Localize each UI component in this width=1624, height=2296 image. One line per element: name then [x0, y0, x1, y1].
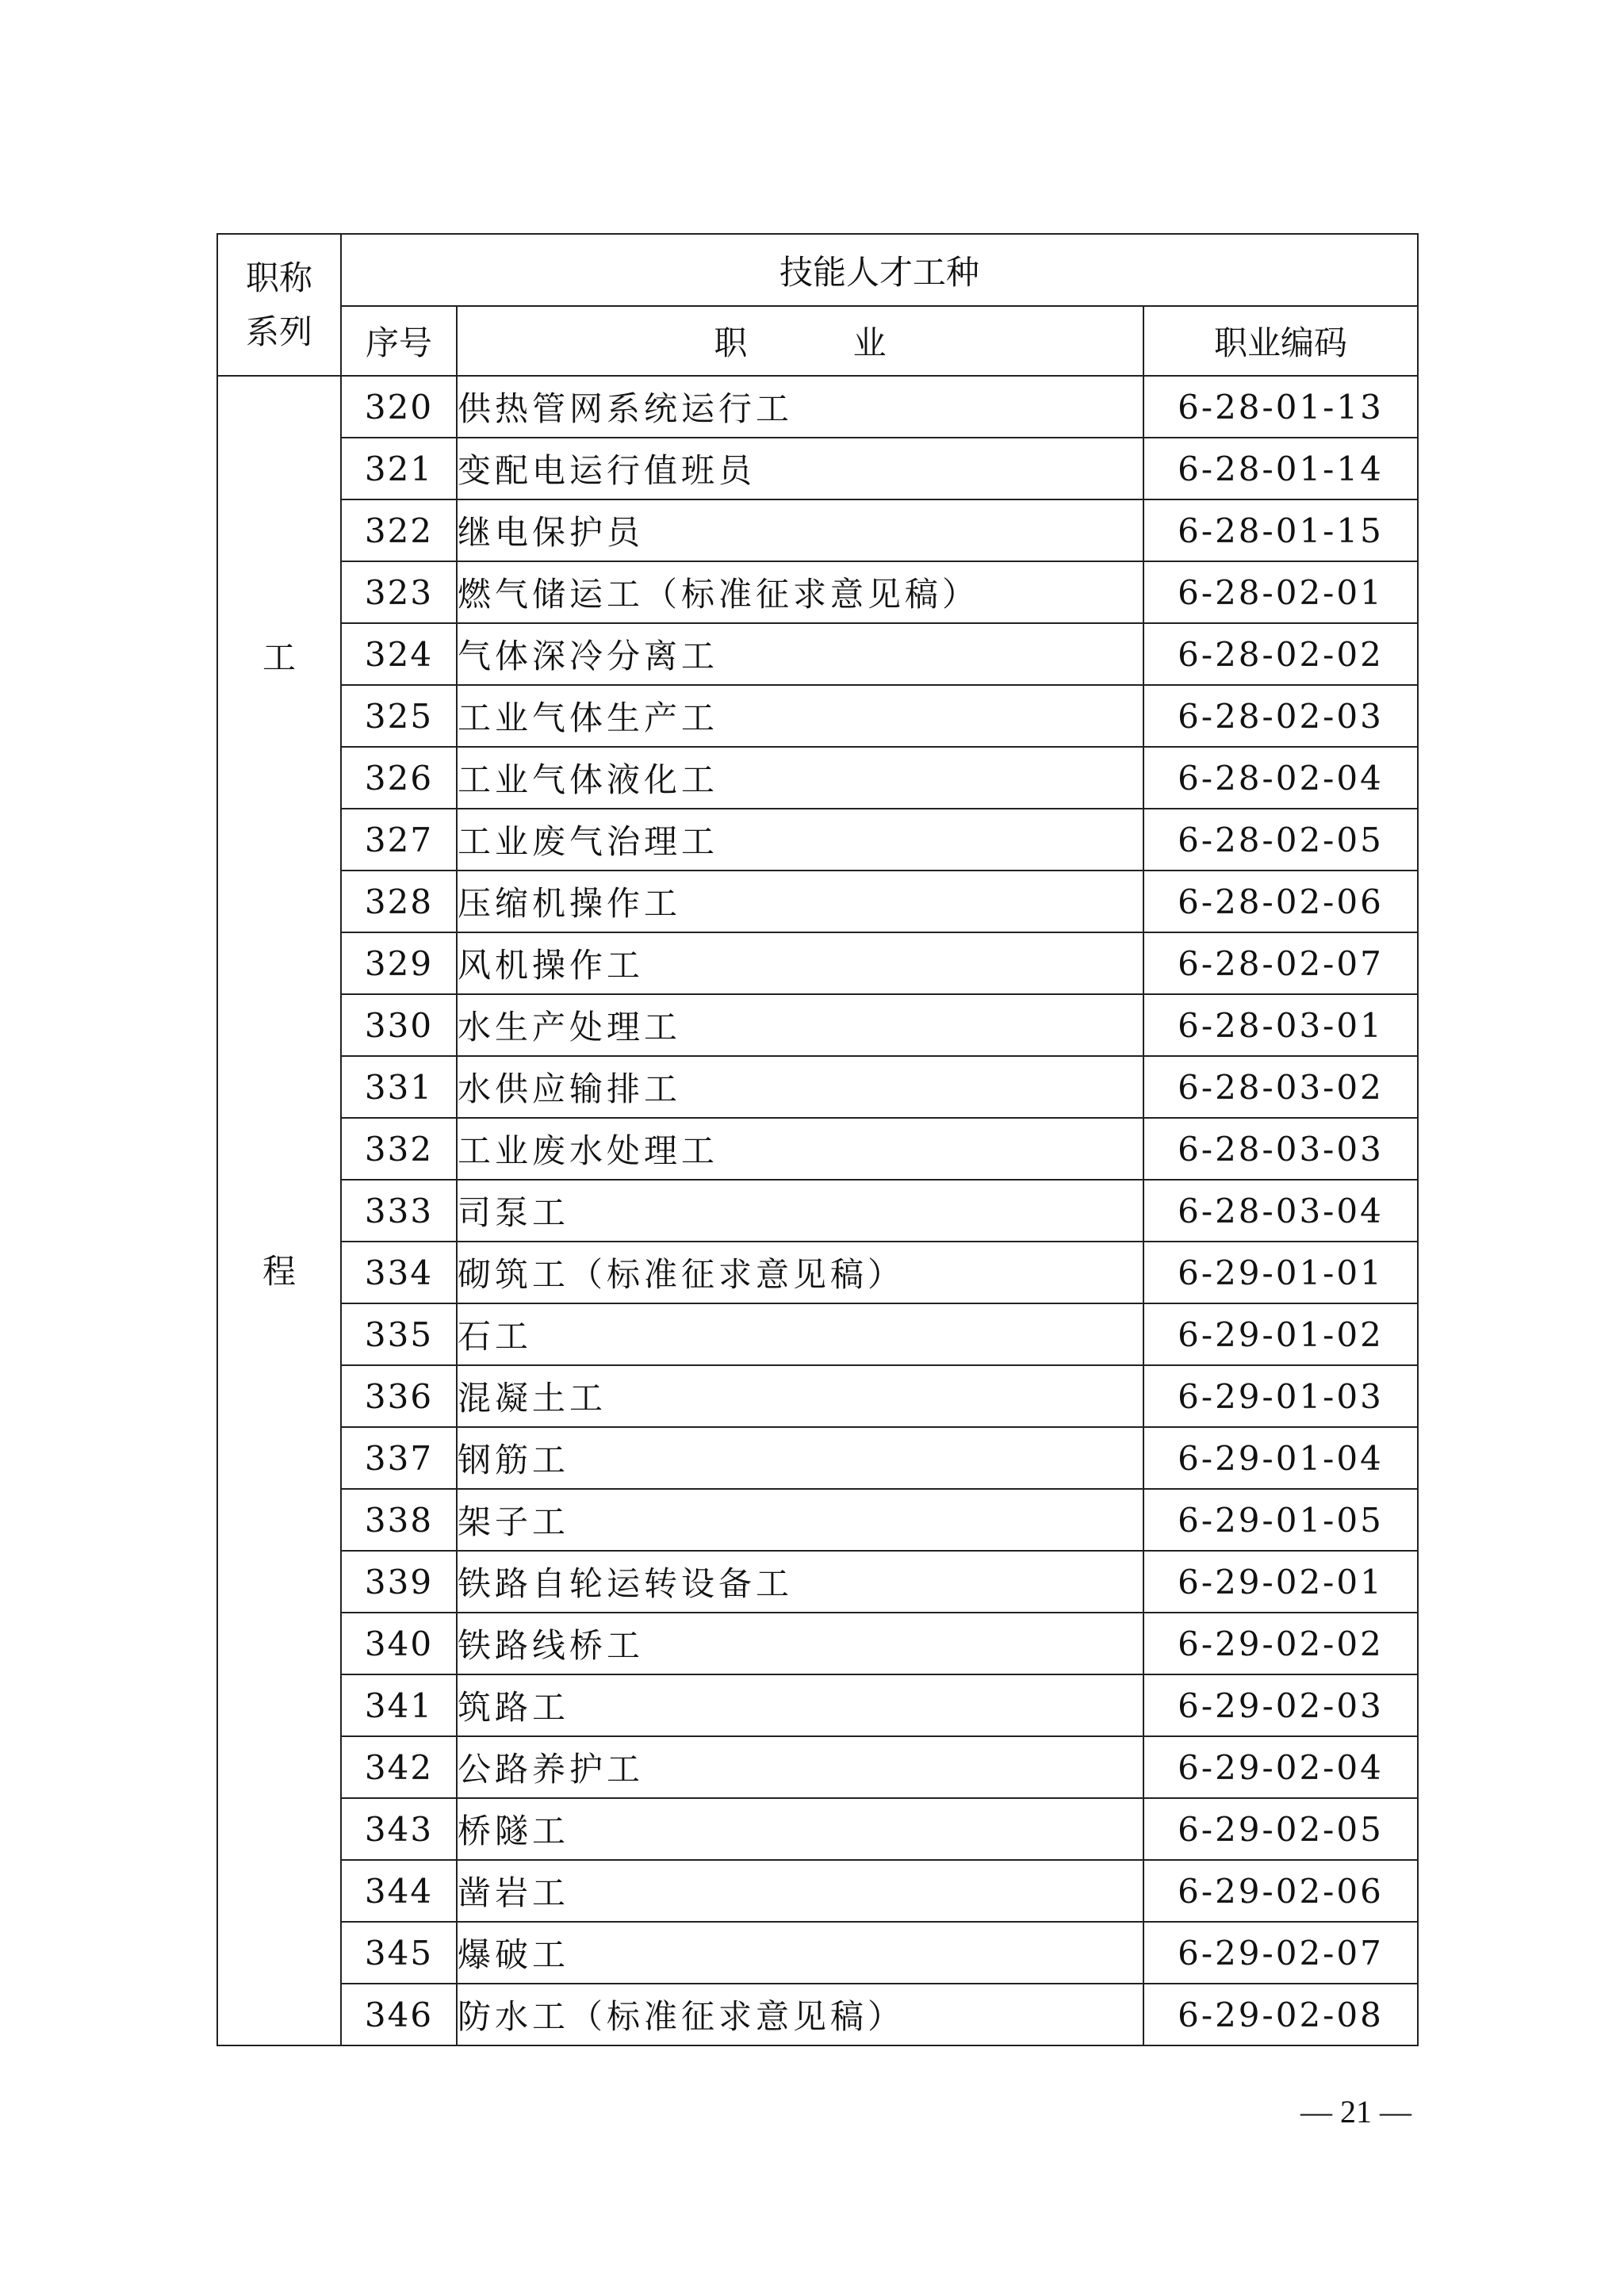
cell-code: 6-28-02-02 — [1143, 623, 1418, 685]
table-row — [217, 1613, 1418, 1674]
cell-seq: 340 — [341, 1613, 457, 1674]
table-row — [217, 438, 1418, 499]
cell-seq: 337 — [341, 1427, 457, 1489]
cell-occupation: 桥隧工 — [457, 1798, 1143, 1860]
cell-code: 6-28-02-04 — [1143, 747, 1418, 809]
cell-occupation: 供热管网系统运行工 — [457, 376, 1143, 438]
cell-occupation: 架子工 — [457, 1489, 1143, 1551]
cell-code: 6-29-02-06 — [1143, 1860, 1418, 1922]
cell-occupation: 铁路线桥工 — [457, 1613, 1143, 1674]
table-header-row-1 — [217, 234, 1418, 306]
cell-seq: 339 — [341, 1551, 457, 1613]
cell-seq: 346 — [341, 1984, 457, 2045]
cell-occupation: 砌筑工（标准征求意见稿） — [457, 1242, 1143, 1303]
cell-code: 6-29-02-07 — [1143, 1922, 1418, 1984]
cell-code: 6-28-03-03 — [1143, 1118, 1418, 1180]
cell-code: 6-28-01-14 — [1143, 438, 1418, 499]
cell-occupation: 石工 — [457, 1303, 1143, 1365]
header-series-line-2: 系列 — [245, 312, 312, 351]
series-char: 程 — [262, 1252, 296, 1291]
cell-occupation: 工业气体液化工 — [457, 747, 1143, 809]
cell-occupation: 凿岩工 — [457, 1860, 1143, 1922]
cell-code: 6-28-01-13 — [1143, 376, 1418, 438]
cell-seq: 345 — [341, 1922, 457, 1984]
table-row — [217, 1118, 1418, 1180]
cell-code: 6-29-01-01 — [1143, 1242, 1418, 1303]
cell-occupation: 压缩机操作工 — [457, 871, 1143, 932]
cell-seq: 320 — [341, 376, 457, 438]
table-row — [217, 685, 1418, 747]
cell-code: 6-29-01-03 — [1143, 1365, 1418, 1427]
table-row — [217, 376, 1418, 438]
cell-code: 6-28-03-04 — [1143, 1180, 1418, 1242]
cell-seq: 329 — [341, 932, 457, 994]
cell-code: 6-29-02-01 — [1143, 1551, 1418, 1613]
cell-seq: 325 — [341, 685, 457, 747]
table-row — [217, 1427, 1418, 1489]
cell-code: 6-28-02-01 — [1143, 561, 1418, 623]
cell-occupation: 燃气储运工（标准征求意见稿） — [457, 561, 1143, 623]
cell-code: 6-28-03-02 — [1143, 1056, 1418, 1118]
cell-code: 6-29-01-04 — [1143, 1427, 1418, 1489]
cell-seq: 333 — [341, 1180, 457, 1242]
table-row — [217, 1984, 1418, 2045]
cell-code: 6-28-02-07 — [1143, 932, 1418, 994]
table-row — [217, 1736, 1418, 1798]
cell-occupation: 工业废水处理工 — [457, 1118, 1143, 1180]
cell-seq: 342 — [341, 1736, 457, 1798]
table-row — [217, 1180, 1418, 1242]
table-row — [217, 1674, 1418, 1736]
cell-occupation: 工业废气治理工 — [457, 809, 1143, 871]
cell-code: 6-29-01-02 — [1143, 1303, 1418, 1365]
cell-occupation: 风机操作工 — [457, 932, 1143, 994]
table-row — [217, 1922, 1418, 1984]
cell-occupation: 公路养护工 — [457, 1736, 1143, 1798]
cell-seq: 341 — [341, 1674, 457, 1736]
series-char: 工 — [262, 638, 296, 677]
cell-seq: 331 — [341, 1056, 457, 1118]
table-row — [217, 1489, 1418, 1551]
cell-occupation: 铁路自轮运转设备工 — [457, 1551, 1143, 1613]
table-header-row-2 — [217, 306, 1418, 376]
table-row — [217, 1242, 1418, 1303]
cell-seq: 332 — [341, 1118, 457, 1180]
table-row — [217, 499, 1418, 561]
cell-code: 6-28-02-05 — [1143, 809, 1418, 871]
cell-seq: 321 — [341, 438, 457, 499]
table-row — [217, 1798, 1418, 1860]
cell-seq: 336 — [341, 1365, 457, 1427]
table-row — [217, 1056, 1418, 1118]
header-occupation-label: 职 业 — [714, 323, 934, 362]
cell-code: 6-28-02-03 — [1143, 685, 1418, 747]
cell-occupation: 变配电运行值班员 — [457, 438, 1143, 499]
cell-seq: 327 — [341, 809, 457, 871]
page-number: — 21 — — [1300, 2094, 1411, 2130]
cell-occupation: 钢筋工 — [457, 1427, 1143, 1489]
cell-seq: 344 — [341, 1860, 457, 1922]
cell-seq: 334 — [341, 1242, 457, 1303]
cell-occupation: 爆破工 — [457, 1922, 1143, 1984]
table-row — [217, 932, 1418, 994]
cell-code: 6-29-02-04 — [1143, 1736, 1418, 1798]
cell-seq: 324 — [341, 623, 457, 685]
header-series-line-1: 职称 — [245, 258, 312, 297]
cell-occupation: 水供应输排工 — [457, 1056, 1143, 1118]
cell-code: 6-29-02-03 — [1143, 1674, 1418, 1736]
table-row — [217, 994, 1418, 1056]
series-cell — [217, 376, 341, 2045]
cell-seq: 343 — [341, 1798, 457, 1860]
table-body — [217, 376, 1418, 2045]
cell-seq: 326 — [341, 747, 457, 809]
header-code: 职业编码 — [1143, 306, 1418, 376]
table-row — [217, 747, 1418, 809]
cell-code: 6-29-02-02 — [1143, 1613, 1418, 1674]
cell-code: 6-28-03-01 — [1143, 994, 1418, 1056]
cell-code: 6-29-02-08 — [1143, 1984, 1418, 2045]
table-row — [217, 1860, 1418, 1922]
table-row — [217, 1365, 1418, 1427]
cell-occupation: 司泵工 — [457, 1180, 1143, 1242]
table-row — [217, 1551, 1418, 1613]
cell-occupation: 工业气体生产工 — [457, 685, 1143, 747]
header-occupation — [457, 306, 1143, 376]
table-row — [217, 561, 1418, 623]
table-row — [217, 623, 1418, 685]
header-seq: 序号 — [341, 306, 457, 376]
table-row — [217, 1303, 1418, 1365]
header-skill-title: 技能人才工种 — [341, 234, 1418, 306]
cell-occupation: 水生产处理工 — [457, 994, 1143, 1056]
cell-occupation: 防水工（标准征求意见稿） — [457, 1984, 1143, 2045]
header-series — [217, 234, 341, 376]
cell-occupation: 筑路工 — [457, 1674, 1143, 1736]
cell-seq: 323 — [341, 561, 457, 623]
cell-seq: 322 — [341, 499, 457, 561]
cell-code: 6-28-01-15 — [1143, 499, 1418, 561]
table-row — [217, 809, 1418, 871]
table-row — [217, 871, 1418, 932]
cell-code: 6-28-02-06 — [1143, 871, 1418, 932]
cell-occupation: 气体深冷分离工 — [457, 623, 1143, 685]
cell-code: 6-29-02-05 — [1143, 1798, 1418, 1860]
cell-code: 6-29-01-05 — [1143, 1489, 1418, 1551]
occupation-table — [216, 233, 1419, 2046]
cell-occupation: 继电保护员 — [457, 499, 1143, 561]
cell-seq: 328 — [341, 871, 457, 932]
cell-seq: 330 — [341, 994, 457, 1056]
cell-seq: 335 — [341, 1303, 457, 1365]
cell-seq: 338 — [341, 1489, 457, 1551]
cell-occupation: 混凝土工 — [457, 1365, 1143, 1427]
